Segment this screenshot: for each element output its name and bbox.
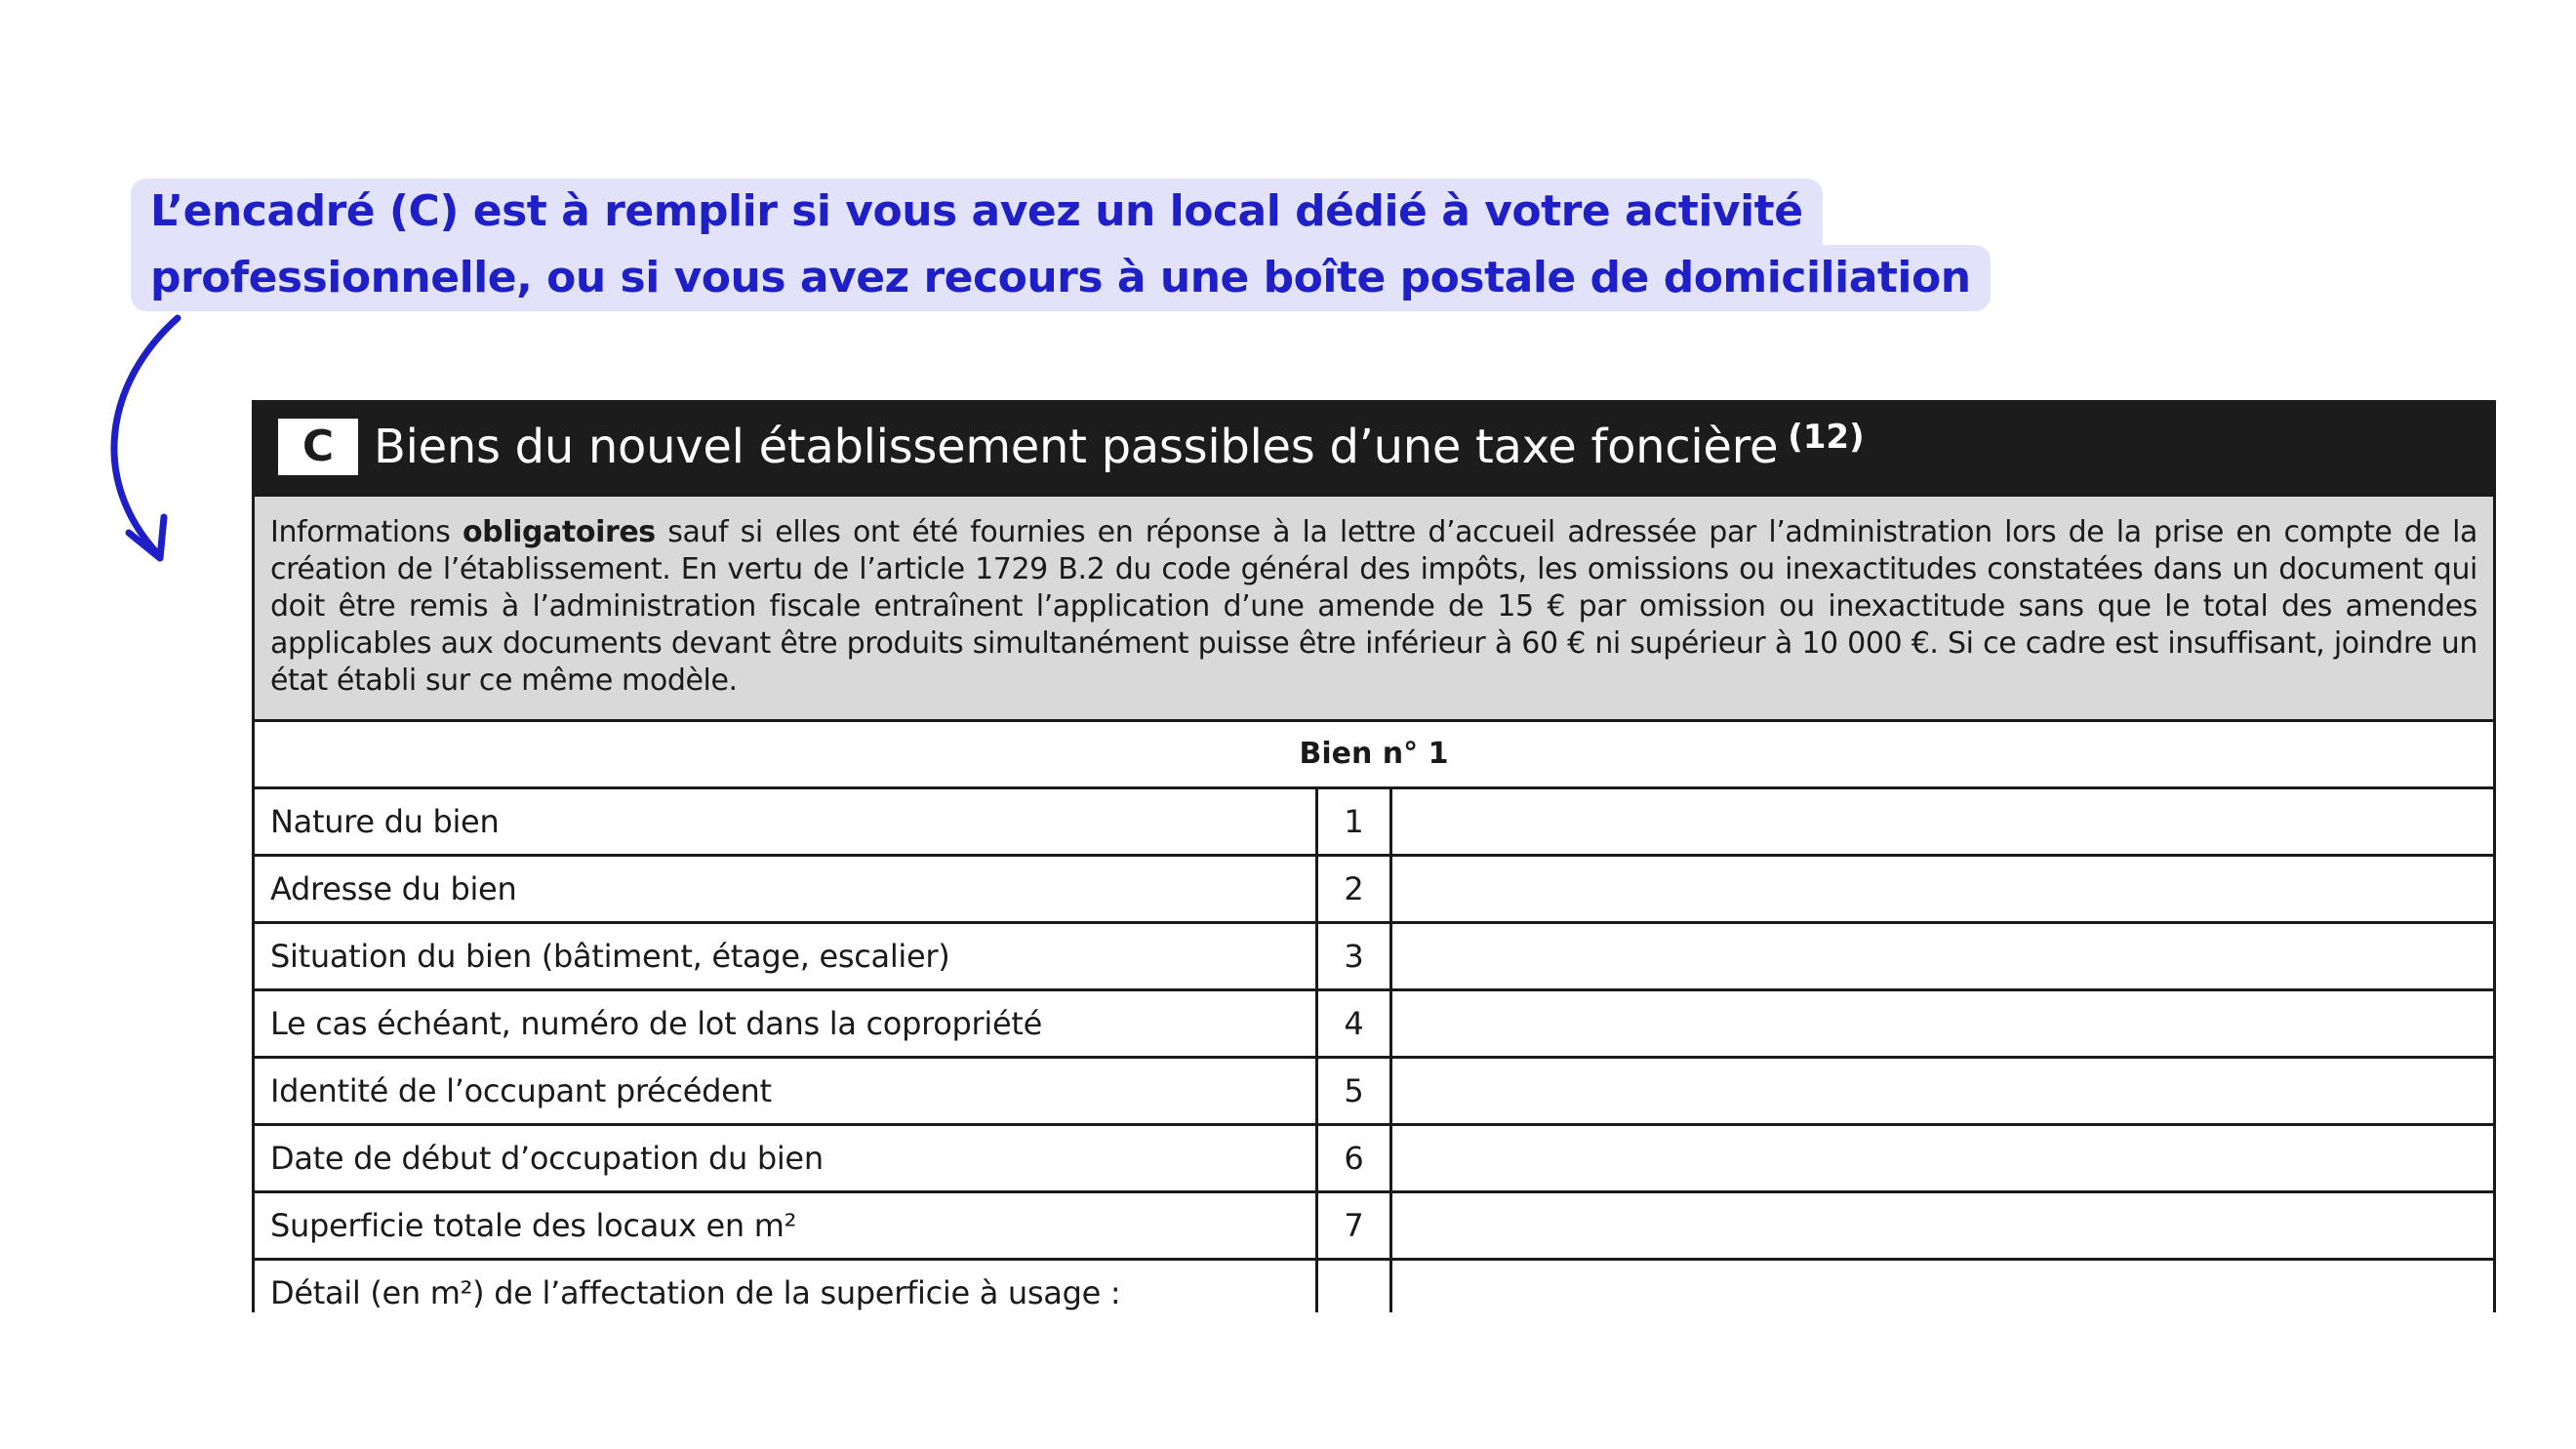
- table-row: [255, 991, 2493, 1059]
- row-label: Identité de l’occupant précédent: [255, 1059, 1318, 1123]
- info-rest: sauf si elles ont été fournies en réponse à la lettre d’accueil adressée par l’administration lors de la prise en compte de la création de l’établissement. En vertu de l’article 1729 B.2 du code général des impôts, les omissions ou inexactitudes constatées dans un document qui doit être remis à l’administration fiscale entraînent l’application d’une amende de 15 € par omission ou inexactitude sans que le total des amendes applicables aux documents devant être produits simultanément puisse être inférieur à 60 € ni supérieur à 10 000 €. Si ce cadre est insuffisant, joindre un état établi sur ce même modèle.: [270, 515, 2478, 698]
- row-value-field[interactable]: [1392, 991, 2493, 1056]
- row-number: 2: [1318, 857, 1392, 921]
- row-label: Date de début d’occupation du bien: [255, 1126, 1318, 1190]
- info-prefix: Informations: [270, 515, 463, 549]
- row-label: Détail (en m²) de l’affectation de la superficie à usage :: [255, 1261, 1318, 1312]
- row-number: 7: [1318, 1193, 1392, 1258]
- bien-header: Bien n° 1: [255, 722, 2493, 789]
- row-number: 3: [1318, 924, 1392, 988]
- info-paragraph: [255, 494, 2493, 722]
- row-number: [1318, 1261, 1392, 1312]
- row-number: 5: [1318, 1059, 1392, 1123]
- row-value-field[interactable]: [1392, 1193, 2493, 1258]
- curved-arrow-icon: [88, 312, 205, 576]
- table-row: [255, 1059, 2493, 1126]
- row-label: Nature du bien: [255, 789, 1318, 854]
- form-section-c: [252, 400, 2496, 1312]
- row-label: Adresse du bien: [255, 857, 1318, 921]
- table-row: [255, 1261, 2493, 1312]
- row-label: Le cas échéant, numéro de lot dans la copropriété: [255, 991, 1318, 1056]
- section-header: [255, 400, 2493, 494]
- row-value-field[interactable]: [1392, 1059, 2493, 1123]
- row-value-field[interactable]: [1392, 789, 2493, 854]
- row-label: Situation du bien (bâtiment, étage, escalier): [255, 924, 1318, 988]
- table-row: [255, 1193, 2493, 1261]
- table-row: [255, 924, 2493, 991]
- row-value-field[interactable]: [1392, 1126, 2493, 1190]
- callout-line-2: professionnelle, ou si vous avez recours à une boîte postale de domiciliation: [131, 245, 1991, 311]
- row-value-field[interactable]: [1392, 924, 2493, 988]
- table-row: [255, 857, 2493, 924]
- section-title-note: (12): [1788, 418, 1865, 457]
- row-label: Superficie totale des locaux en m²: [255, 1193, 1318, 1258]
- callout: [131, 179, 1991, 311]
- bien-rows: [255, 789, 2493, 1312]
- section-title: Biens du nouvel établissement passibles d’une taxe foncière: [374, 420, 1779, 474]
- row-number: 1: [1318, 789, 1392, 854]
- section-letter-badge: C: [278, 419, 358, 475]
- table-row: [255, 1126, 2493, 1193]
- row-value-field[interactable]: [1392, 1261, 2493, 1312]
- callout-line-1: L’encadré (C) est à remplir si vous avez un local dédié à votre activité: [131, 179, 1823, 245]
- row-number: 6: [1318, 1126, 1392, 1190]
- row-number: 4: [1318, 991, 1392, 1056]
- info-bold-word: obligatoires: [462, 515, 656, 549]
- table-row: [255, 789, 2493, 857]
- row-value-field[interactable]: [1392, 857, 2493, 921]
